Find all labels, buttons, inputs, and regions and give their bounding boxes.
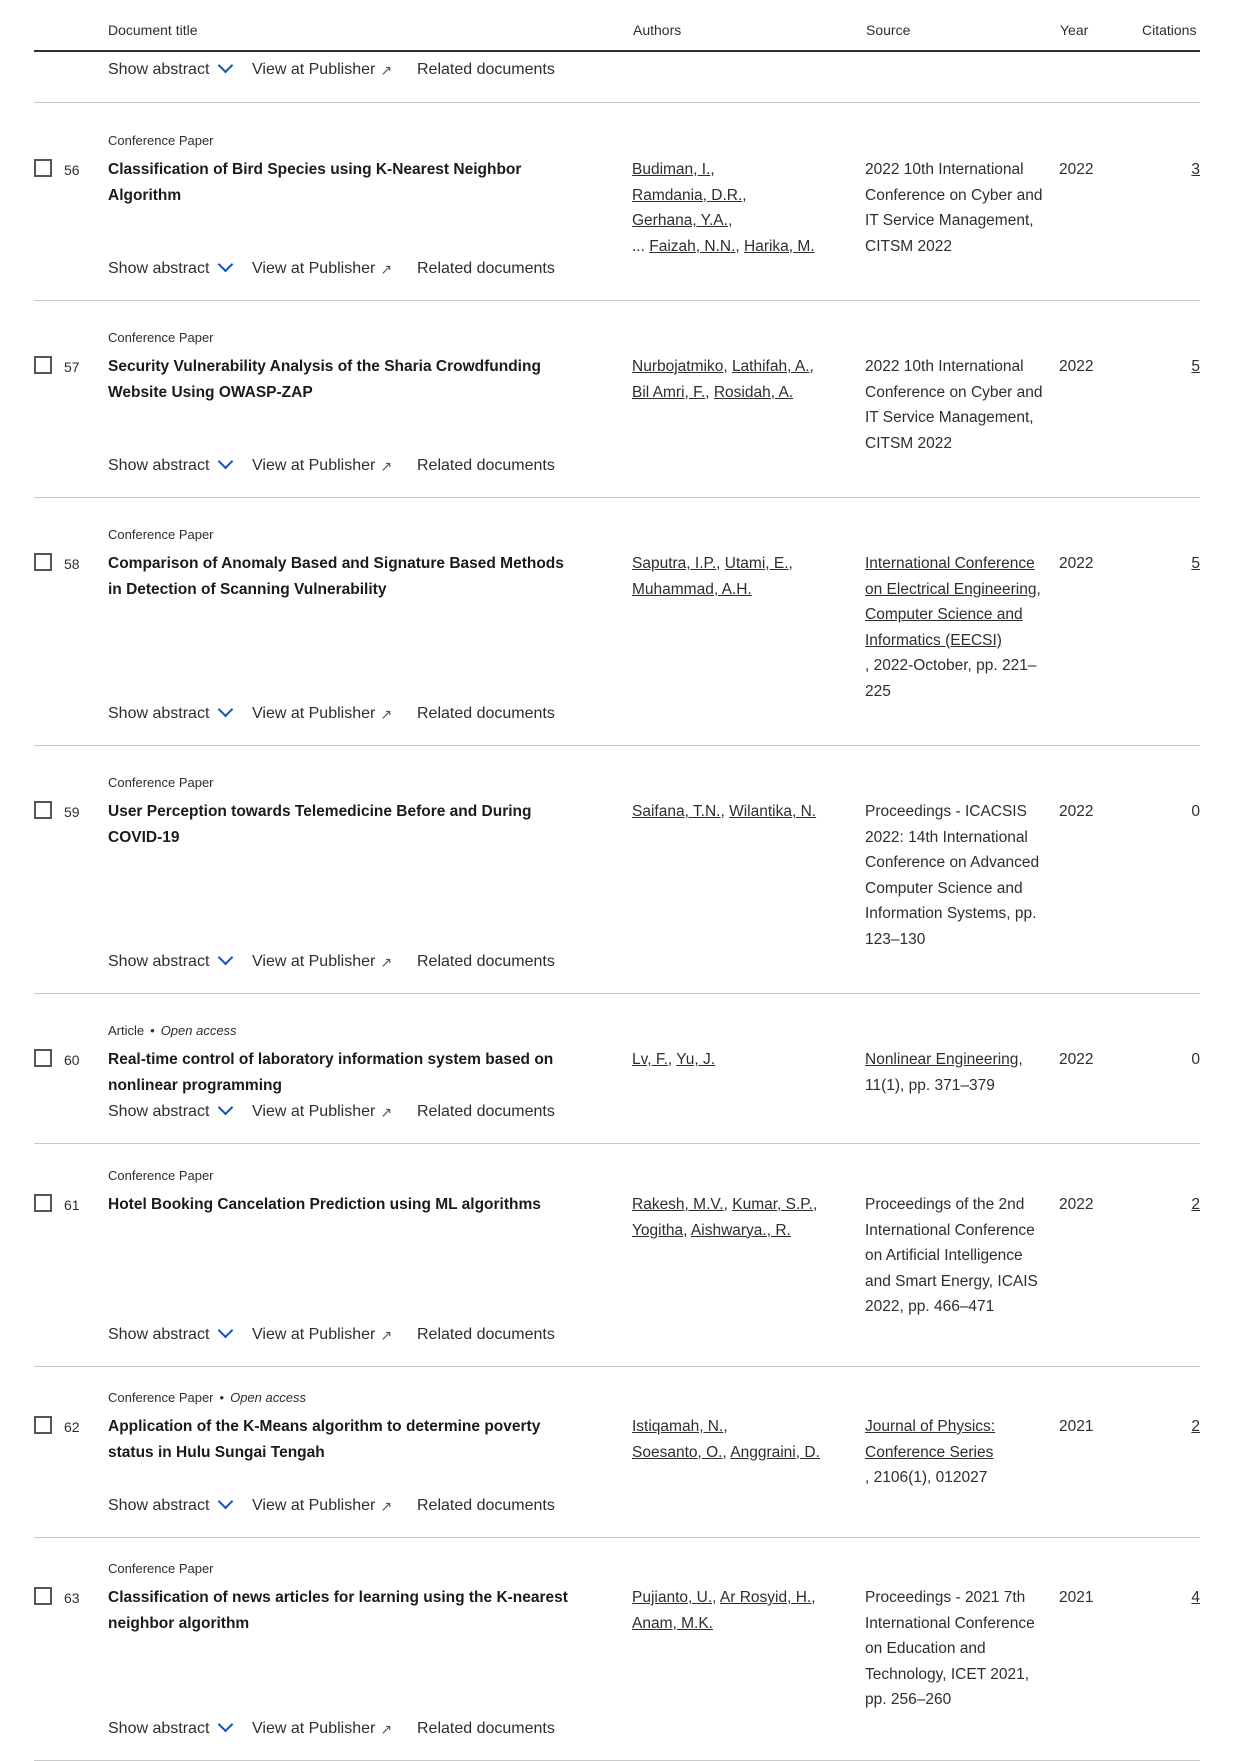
author-link[interactable]: Saputra, I.P. bbox=[632, 555, 717, 572]
document-type bbox=[108, 133, 214, 148]
chevron-down-icon bbox=[218, 702, 234, 718]
external-link-icon: ↗ bbox=[380, 1104, 393, 1120]
select-checkbox[interactable] bbox=[34, 553, 52, 571]
document-type-label: Conference Paper bbox=[108, 133, 214, 148]
result-number: 56 bbox=[64, 162, 80, 178]
author-link[interactable]: Pujianto, U. bbox=[632, 1589, 713, 1606]
source-cell[interactable]: Nonlinear Engineering, 11(1), pp. 371–379 bbox=[865, 1051, 1023, 1094]
document-title-link[interactable]: Application of the K-Means algorithm to determine poverty status in Hulu Sungai Tengah bbox=[108, 1418, 541, 1461]
document-type-label: Article bbox=[108, 1023, 145, 1038]
show-abstract-label: Show abstract bbox=[108, 61, 210, 78]
chevron-down-icon bbox=[218, 950, 234, 966]
authors-cell[interactable]: Nurbojatmiko, Lathifah, A., Bil Amri, F., Rosidah, A. bbox=[632, 358, 814, 401]
author-link[interactable]: Ar Rosyid, H. bbox=[719, 1589, 812, 1606]
citations-cell[interactable] bbox=[1191, 1414, 1200, 1440]
author-link[interactable]: Harika, M. bbox=[744, 237, 815, 255]
row-divider bbox=[34, 745, 1200, 746]
year-cell: 2021 bbox=[1059, 1418, 1094, 1435]
author-link[interactable]: Muhammad, A.H. bbox=[632, 580, 752, 598]
column-header-document-title[interactable]: Document title bbox=[108, 22, 198, 38]
authors-cell[interactable]: Budiman, I., Ramdania, D.R., Gerhana, Y.A., ... Faizah, N.N., Harika, M. bbox=[632, 161, 815, 255]
column-header-authors[interactable]: Authors bbox=[633, 22, 682, 38]
year-cell: 2022 bbox=[1059, 1196, 1094, 1213]
view-at-publisher-label: View at Publisher bbox=[252, 457, 376, 474]
external-link-icon: ↗ bbox=[380, 62, 393, 78]
author-link[interactable]: Aishwarya., R. bbox=[690, 1221, 791, 1239]
show-abstract-label: Show abstract bbox=[108, 457, 210, 474]
citations-cell: 0 bbox=[1191, 1051, 1200, 1068]
related-documents-link[interactable]: Related documents bbox=[417, 457, 555, 474]
author-link[interactable]: Rosidah, A. bbox=[713, 383, 794, 401]
citations-link[interactable]: 5 bbox=[1191, 555, 1200, 572]
citations-cell[interactable] bbox=[1191, 1192, 1200, 1218]
year-cell: 2021 bbox=[1059, 1589, 1094, 1606]
author-link[interactable]: Anam, M.K. bbox=[632, 1614, 713, 1632]
source-link[interactable]: International Conference on Electrical Engineering, Computer Science and Informatics (EECSI) bbox=[865, 555, 1041, 649]
select-checkbox[interactable] bbox=[34, 801, 52, 819]
view-at-publisher-link[interactable] bbox=[252, 953, 392, 971]
show-abstract-button[interactable] bbox=[108, 1720, 231, 1738]
show-abstract-button[interactable] bbox=[108, 1497, 231, 1515]
citations-cell: 0 bbox=[1191, 803, 1200, 820]
document-type bbox=[108, 1390, 306, 1405]
citations-link[interactable]: 2 bbox=[1191, 1418, 1200, 1435]
view-at-publisher-label: View at Publisher bbox=[252, 953, 376, 970]
document-type bbox=[108, 1023, 237, 1038]
document-title-link[interactable]: Security Vulnerability Analysis of the Sharia Crowdfunding Website Using OWASP-ZAP bbox=[108, 358, 541, 401]
external-link-icon: ↗ bbox=[380, 954, 393, 970]
citations-cell[interactable] bbox=[1191, 551, 1200, 577]
external-link-icon: ↗ bbox=[380, 1327, 393, 1343]
show-abstract-label: Show abstract bbox=[108, 260, 210, 277]
citations-cell[interactable] bbox=[1191, 157, 1200, 183]
related-documents-link[interactable]: Related documents bbox=[417, 1497, 555, 1514]
show-abstract-button[interactable] bbox=[108, 260, 231, 278]
author-link[interactable]: Istiqamah, N. bbox=[632, 1418, 724, 1435]
authors-cell[interactable]: Pujianto, U., Ar Rosyid, H., Anam, M.K. bbox=[632, 1589, 816, 1632]
related-documents-link[interactable]: Related documents bbox=[417, 260, 555, 277]
source-cell[interactable]: Proceedings of the 2nd International Conference on Artificial Intelligence and Smart Energy, ICAIS 2022, pp. 466–471 bbox=[865, 1196, 1038, 1315]
select-checkbox[interactable] bbox=[34, 1416, 52, 1434]
view-at-publisher-label: View at Publisher bbox=[252, 1326, 376, 1343]
row-divider bbox=[34, 1366, 1200, 1367]
related-documents-link[interactable]: Related documents bbox=[417, 61, 555, 78]
result-number: 60 bbox=[64, 1052, 80, 1068]
view-at-publisher-label: View at Publisher bbox=[252, 705, 376, 722]
view-at-publisher-link[interactable] bbox=[252, 1720, 392, 1738]
view-at-publisher-label: View at Publisher bbox=[252, 61, 376, 78]
source-cell[interactable]: 2022 10th International Conference on Cyber and IT Service Management, CITSM 2022 bbox=[865, 161, 1043, 255]
row-divider bbox=[34, 102, 1200, 103]
citations-link[interactable]: 2 bbox=[1191, 1196, 1200, 1213]
select-checkbox[interactable] bbox=[34, 159, 52, 177]
document-type bbox=[108, 527, 214, 542]
show-abstract-button[interactable] bbox=[108, 953, 231, 971]
result-number: 62 bbox=[64, 1419, 80, 1435]
select-checkbox[interactable] bbox=[34, 1587, 52, 1605]
row-divider bbox=[34, 497, 1200, 498]
external-link-icon: ↗ bbox=[380, 261, 393, 277]
document-type-label: Conference Paper bbox=[108, 1168, 214, 1183]
external-link-icon: ↗ bbox=[380, 458, 393, 474]
chevron-down-icon bbox=[218, 58, 234, 74]
show-abstract-button[interactable] bbox=[108, 1326, 231, 1344]
show-abstract-label: Show abstract bbox=[108, 705, 210, 722]
external-link-icon: ↗ bbox=[380, 706, 393, 722]
authors-cell[interactable]: Saifana, T.N., Wilantika, N. bbox=[632, 803, 817, 820]
view-at-publisher-label: View at Publisher bbox=[252, 1720, 376, 1737]
chevron-down-icon bbox=[218, 1100, 234, 1116]
author-link[interactable]: Lv, F. bbox=[632, 1051, 668, 1068]
citations-link[interactable]: 3 bbox=[1191, 161, 1200, 178]
author-link[interactable]: Yogitha bbox=[632, 1221, 684, 1239]
select-checkbox[interactable] bbox=[34, 1194, 52, 1212]
author-link[interactable]: Nurbojatmiko bbox=[632, 358, 724, 375]
chevron-down-icon bbox=[218, 454, 234, 470]
view-at-publisher-link[interactable] bbox=[252, 61, 392, 79]
author-link[interactable]: Rakesh, M.V. bbox=[632, 1196, 724, 1213]
document-type bbox=[108, 1561, 214, 1576]
author-link[interactable]: Wilantika, N. bbox=[729, 803, 817, 820]
document-type-label: Conference Paper bbox=[108, 775, 214, 790]
document-title-link[interactable]: Classification of news articles for learning using the K-nearest neighbor algorithm bbox=[108, 1589, 568, 1632]
source-cell[interactable]: International Conference on Electrical Engineering, Computer Science and Informatics (EECSI) , 2022-October, pp. 221–225 bbox=[865, 555, 1041, 700]
year-cell: 2022 bbox=[1059, 803, 1094, 820]
result-number: 59 bbox=[64, 804, 80, 820]
year-cell: 2022 bbox=[1059, 358, 1094, 375]
author-link[interactable]: Yu, J. bbox=[676, 1051, 716, 1068]
author-link[interactable]: Ramdania, D.R. bbox=[632, 186, 743, 204]
related-documents-link[interactable]: Related documents bbox=[417, 1720, 555, 1737]
document-type bbox=[108, 330, 214, 345]
select-checkbox[interactable] bbox=[34, 356, 52, 374]
show-abstract-button[interactable] bbox=[108, 457, 231, 475]
author-link[interactable]: Anggraini, D. bbox=[730, 1443, 820, 1461]
related-documents-link[interactable]: Related documents bbox=[417, 953, 555, 970]
row-divider bbox=[34, 993, 1200, 994]
column-header-source[interactable]: Source bbox=[866, 22, 911, 38]
separator-dot: • bbox=[150, 1023, 155, 1038]
view-at-publisher-link[interactable] bbox=[252, 1497, 392, 1515]
document-type-label: Conference Paper bbox=[108, 527, 214, 542]
source-cell[interactable]: Journal of Physics: Conference Series , 2106(1), 012027 bbox=[865, 1418, 996, 1486]
show-abstract-label: Show abstract bbox=[108, 1326, 210, 1343]
author-link[interactable]: Gerhana, Y.A. bbox=[632, 212, 728, 229]
column-header-citations[interactable]: Citations bbox=[1142, 22, 1197, 38]
document-type-label: Conference Paper bbox=[108, 1561, 214, 1576]
citations-cell[interactable] bbox=[1191, 1585, 1200, 1611]
select-checkbox[interactable] bbox=[34, 1049, 52, 1067]
source-link[interactable]: Journal of Physics: Conference Series bbox=[865, 1418, 996, 1461]
view-at-publisher-label: View at Publisher bbox=[252, 1103, 376, 1120]
year-cell: 2022 bbox=[1059, 161, 1094, 178]
view-at-publisher-label: View at Publisher bbox=[252, 1497, 376, 1514]
view-at-publisher-link[interactable] bbox=[252, 457, 392, 475]
citations-link[interactable]: 4 bbox=[1191, 1589, 1200, 1606]
result-number: 57 bbox=[64, 359, 80, 375]
citations-cell[interactable] bbox=[1191, 354, 1200, 380]
show-abstract-button[interactable] bbox=[108, 1103, 231, 1121]
show-abstract-button[interactable] bbox=[108, 61, 231, 79]
source-cell[interactable]: Proceedings - 2021 7th International Conference on Education and Technology, ICET 2021, pp. 256–260 bbox=[865, 1589, 1035, 1708]
author-link[interactable]: Soesanto, O. bbox=[632, 1443, 723, 1461]
author-link[interactable]: Faizah, N.N. bbox=[649, 237, 736, 255]
source-cell[interactable]: Proceedings - ICACSIS 2022: 14th International Conference on Advanced Computer Science and Information Systems, pp. 123–130 bbox=[865, 803, 1040, 948]
document-title-link[interactable]: Classification of Bird Species using K-Nearest Neighbor Algorithm bbox=[108, 161, 522, 204]
document-type bbox=[108, 1168, 214, 1183]
result-number: 61 bbox=[64, 1197, 80, 1213]
year-cell: 2022 bbox=[1059, 1051, 1094, 1068]
author-link[interactable]: Kumar, S.P. bbox=[732, 1196, 813, 1213]
row-divider bbox=[34, 1143, 1200, 1144]
authors-cell[interactable]: Lv, F., Yu, J. bbox=[632, 1051, 716, 1068]
show-abstract-label: Show abstract bbox=[108, 1720, 210, 1737]
open-access-label: Open access bbox=[230, 1390, 306, 1405]
column-header-year[interactable]: Year bbox=[1060, 22, 1089, 38]
view-at-publisher-label: View at Publisher bbox=[252, 260, 376, 277]
authors-cell[interactable]: Rakesh, M.V., Kumar, S.P., Yogitha, Aishwarya., R. bbox=[632, 1196, 818, 1239]
document-type-label: Conference Paper bbox=[108, 1390, 214, 1405]
result-number: 58 bbox=[64, 556, 80, 572]
related-documents-link[interactable]: Related documents bbox=[417, 1103, 555, 1120]
view-at-publisher-link[interactable] bbox=[252, 1326, 392, 1344]
authors-cell[interactable]: Istiqamah, N., Soesanto, O., Anggraini, D. bbox=[632, 1418, 820, 1461]
chevron-down-icon bbox=[218, 1494, 234, 1510]
row-divider bbox=[34, 300, 1200, 301]
author-link[interactable]: Bil Amri, F. bbox=[632, 383, 706, 401]
author-link[interactable]: Saifana, T.N. bbox=[632, 803, 721, 820]
related-documents-link[interactable]: Related documents bbox=[417, 705, 555, 722]
document-type bbox=[108, 775, 214, 790]
open-access-label: Open access bbox=[160, 1023, 237, 1038]
result-number: 63 bbox=[64, 1590, 80, 1606]
chevron-down-icon bbox=[218, 257, 234, 273]
document-title-link[interactable]: Comparison of Anomaly Based and Signature Based Methods in Detection of Scanning Vulnerability bbox=[108, 555, 564, 598]
row-divider bbox=[34, 1537, 1200, 1538]
view-at-publisher-link[interactable] bbox=[252, 705, 392, 723]
chevron-down-icon bbox=[218, 1323, 234, 1339]
results-table-header bbox=[34, 0, 1200, 52]
show-abstract-button[interactable] bbox=[108, 705, 231, 723]
authors-cell[interactable]: Saputra, I.P., Utami, E., Muhammad, A.H. bbox=[632, 555, 793, 598]
document-title-link[interactable]: User Perception towards Telemedicine Before and During COVID-19 bbox=[108, 803, 532, 846]
citations-link[interactable]: 5 bbox=[1191, 358, 1200, 375]
show-abstract-label: Show abstract bbox=[108, 953, 210, 970]
separator-dot: • bbox=[219, 1390, 225, 1405]
view-at-publisher-link[interactable] bbox=[252, 1103, 392, 1121]
view-at-publisher-link[interactable] bbox=[252, 260, 392, 278]
source-cell[interactable]: 2022 10th International Conference on Cyber and IT Service Management, CITSM 2022 bbox=[865, 358, 1043, 452]
author-link[interactable]: Budiman, I. bbox=[632, 161, 711, 178]
chevron-down-icon bbox=[218, 1717, 234, 1733]
document-title-link[interactable]: Real-time control of laboratory information system based on nonlinear programming bbox=[108, 1051, 554, 1094]
external-link-icon: ↗ bbox=[380, 1721, 393, 1737]
author-link[interactable]: Lathifah, A. bbox=[731, 358, 810, 375]
related-documents-link[interactable]: Related documents bbox=[417, 1326, 555, 1343]
source-link[interactable]: Nonlinear Engineering bbox=[865, 1051, 1019, 1068]
year-cell: 2022 bbox=[1059, 555, 1094, 572]
show-abstract-label: Show abstract bbox=[108, 1103, 210, 1120]
external-link-icon: ↗ bbox=[380, 1498, 393, 1514]
show-abstract-label: Show abstract bbox=[108, 1497, 210, 1514]
document-type-label: Conference Paper bbox=[108, 330, 214, 345]
author-link[interactable]: Utami, E. bbox=[724, 555, 789, 572]
document-title-link[interactable]: Hotel Booking Cancelation Prediction using ML algorithms bbox=[108, 1196, 541, 1213]
